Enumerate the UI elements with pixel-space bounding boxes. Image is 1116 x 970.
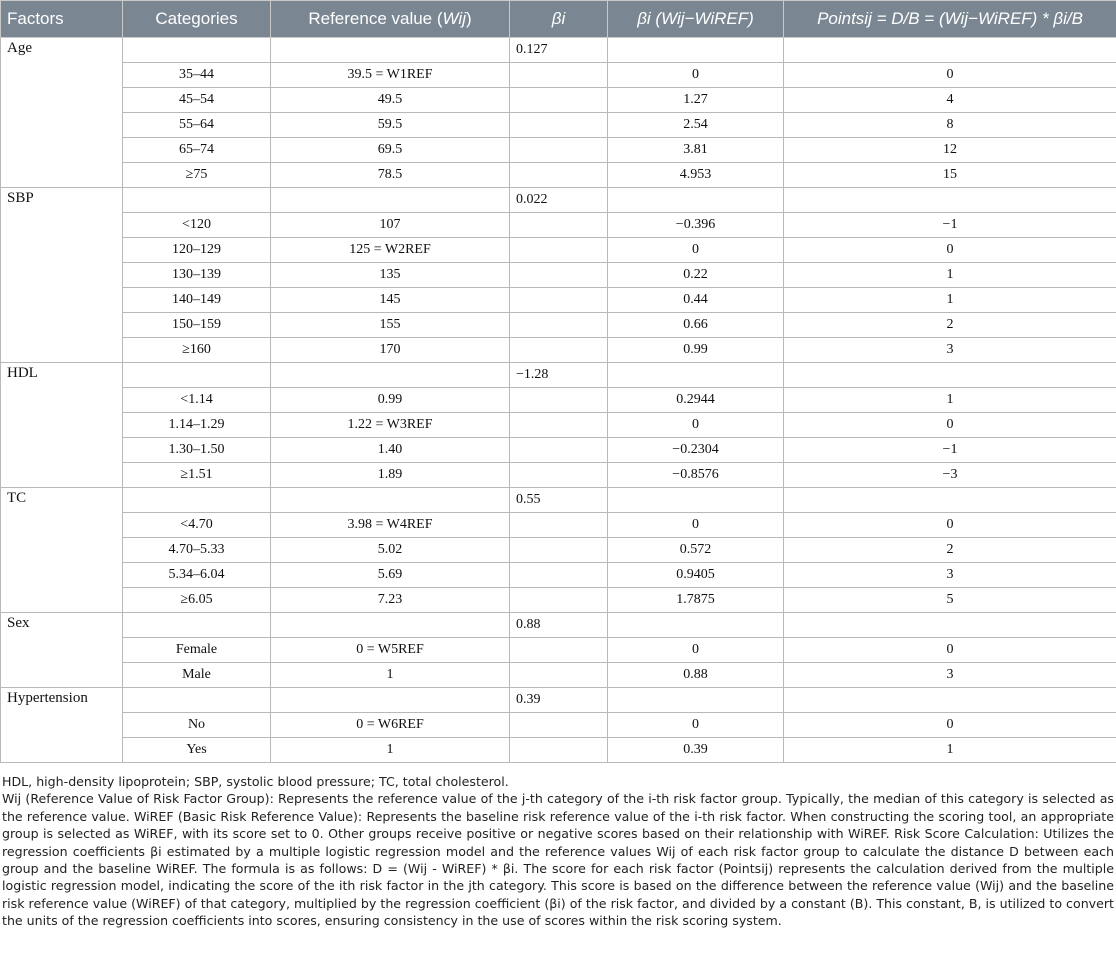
factor-cell: Sex	[1, 613, 123, 688]
category-cell: 130–139	[123, 263, 271, 288]
table-row	[1, 738, 1116, 763]
table-row	[1, 63, 1116, 88]
table-row	[1, 163, 1116, 188]
points-cell: 0	[784, 713, 1116, 738]
beta-cell-empty	[510, 238, 608, 263]
reference-cell: 145	[271, 288, 510, 313]
diff-cell-empty	[608, 363, 784, 388]
table-row	[1, 138, 1116, 163]
category-cell: 1.30–1.50	[123, 438, 271, 463]
category-cell: ≥75	[123, 163, 271, 188]
reference-cell: 155	[271, 313, 510, 338]
diff-cell: 0.99	[608, 338, 784, 363]
category-cell: ≥1.51	[123, 463, 271, 488]
table-row	[1, 513, 1116, 538]
table-row	[1, 263, 1116, 288]
factor-cell: SBP	[1, 188, 123, 363]
points-cell: −1	[784, 213, 1116, 238]
table-row	[1, 713, 1116, 738]
points-cell: 0	[784, 63, 1116, 88]
reference-cell: 1.22 = W3REF	[271, 413, 510, 438]
category-cell: Yes	[123, 738, 271, 763]
factor-cell: HDL	[1, 363, 123, 488]
diff-cell: 3.81	[608, 138, 784, 163]
points-cell: 0	[784, 638, 1116, 663]
beta-cell-empty	[510, 163, 608, 188]
diff-cell: 0	[608, 513, 784, 538]
points-cell-empty	[784, 488, 1116, 513]
diff-cell: −0.396	[608, 213, 784, 238]
category-cell-empty	[123, 688, 271, 713]
diff-cell: 0.22	[608, 263, 784, 288]
header-points-label: Pointsij = D/B = (Wij−WiREF) * βi/B	[817, 9, 1083, 28]
beta-cell-empty	[510, 63, 608, 88]
points-cell-empty	[784, 613, 1116, 638]
beta-cell: 0.39	[510, 688, 608, 713]
points-cell: 1	[784, 288, 1116, 313]
points-cell: −3	[784, 463, 1116, 488]
category-cell: ≥160	[123, 338, 271, 363]
points-cell: 0	[784, 238, 1116, 263]
beta-cell-empty	[510, 513, 608, 538]
reference-cell: 0 = W6REF	[271, 713, 510, 738]
diff-cell-empty	[608, 38, 784, 63]
beta-cell-empty	[510, 463, 608, 488]
category-cell: 1.14–1.29	[123, 413, 271, 438]
points-cell-empty	[784, 688, 1116, 713]
beta-cell-empty	[510, 738, 608, 763]
reference-cell: 39.5 = W1REF	[271, 63, 510, 88]
beta-cell-empty	[510, 638, 608, 663]
reference-cell-empty	[271, 613, 510, 638]
category-cell: <4.70	[123, 513, 271, 538]
points-cell: 12	[784, 138, 1116, 163]
footnote-abbreviations: HDL, high-density lipoprotein; SBP, systolic blood pressure; TC, total cholesterol.	[2, 774, 509, 789]
category-cell: ≥6.05	[123, 588, 271, 613]
reference-cell: 107	[271, 213, 510, 238]
points-cell: 3	[784, 338, 1116, 363]
beta-cell-empty	[510, 413, 608, 438]
category-cell: 5.34–6.04	[123, 563, 271, 588]
diff-cell-empty	[608, 488, 784, 513]
diff-cell: 0	[608, 238, 784, 263]
category-cell: Female	[123, 638, 271, 663]
reference-cell: 125 = W2REF	[271, 238, 510, 263]
header-beta-label: βi	[551, 9, 566, 28]
table-header-row	[1, 1, 1116, 38]
category-cell: 45–54	[123, 88, 271, 113]
beta-cell-empty	[510, 388, 608, 413]
reference-cell: 1.40	[271, 438, 510, 463]
beta-cell-empty	[510, 338, 608, 363]
table-row	[1, 413, 1116, 438]
diff-cell: 0	[608, 713, 784, 738]
beta-cell-empty	[510, 263, 608, 288]
points-cell: 0	[784, 513, 1116, 538]
points-cell: 0	[784, 413, 1116, 438]
category-cell: <120	[123, 213, 271, 238]
points-cell: −1	[784, 438, 1116, 463]
diff-cell-empty	[608, 688, 784, 713]
category-cell: 55–64	[123, 113, 271, 138]
category-cell-empty	[123, 613, 271, 638]
category-cell-empty	[123, 38, 271, 63]
reference-cell: 1.89	[271, 463, 510, 488]
points-cell: 1	[784, 738, 1116, 763]
beta-cell-empty	[510, 113, 608, 138]
beta-cell: 0.022	[510, 188, 608, 213]
category-cell-empty	[123, 488, 271, 513]
header-beta-diff-label: βi (Wij−WiREF)	[637, 9, 754, 28]
points-cell: 2	[784, 313, 1116, 338]
reference-cell: 3.98 = W4REF	[271, 513, 510, 538]
category-cell: 140–149	[123, 288, 271, 313]
reference-cell: 0.99	[271, 388, 510, 413]
beta-cell-empty	[510, 88, 608, 113]
table-row	[1, 313, 1116, 338]
beta-cell-empty	[510, 438, 608, 463]
beta-cell: 0.88	[510, 613, 608, 638]
diff-cell: 0.44	[608, 288, 784, 313]
category-cell: Male	[123, 663, 271, 688]
table-row	[1, 663, 1116, 688]
reference-cell: 7.23	[271, 588, 510, 613]
header-beta-diff	[608, 1, 784, 38]
reference-cell: 135	[271, 263, 510, 288]
diff-cell: 0	[608, 413, 784, 438]
header-categories: Categories	[123, 1, 271, 38]
diff-cell-empty	[608, 188, 784, 213]
points-cell: 8	[784, 113, 1116, 138]
beta-cell-empty	[510, 713, 608, 738]
factor-cell: TC	[1, 488, 123, 613]
diff-cell: 0.66	[608, 313, 784, 338]
beta-cell: 0.127	[510, 38, 608, 63]
reference-cell-empty	[271, 363, 510, 388]
table-row	[1, 213, 1116, 238]
table-row	[1, 638, 1116, 663]
category-cell: No	[123, 713, 271, 738]
table-row	[1, 238, 1116, 263]
diff-cell: 0	[608, 63, 784, 88]
table-row-factor-header	[1, 38, 1116, 63]
beta-cell-empty	[510, 663, 608, 688]
footnote-explanation: Wij (Reference Value of Risk Factor Group): Represents the reference value of the j-th category of the i-th risk factor group. Typically, the median of this category is selected as the reference value. WiREF (Basic Risk Reference Value): Represents the baseline risk reference value of the i-th risk factor. When constructing the scoring tool, an appropriate group is selected as WiREF, with its score set to 0. Other groups receive positive or negative scores based on their relationship with WiREF. Risk Score Calculation: Utilizes the regression coefficients βi estimated by a multiple logistic regression model and the reference values Wij of each risk factor group to calculate the distance D between each group and the baseline WiREF. The formula is as follows: D = (Wij - WiREF) * βi. The score for each risk factor (Pointsij) represents the calculation derived from the multiple logistic regression model, indicating the score of the ith risk factor in the jth category. This score is based on the difference between the reference value (Wij) and the baseline risk reference value (WiREF) of that category, multiplied by the regression coefficient (βi) of the risk factor, and divided by a constant (B). This constant, B, is utilized to convert the units of the regression coefficients into scores, ensuring consistency in the use of scores within the risk scoring system.	[2, 791, 1114, 929]
reference-cell: 49.5	[271, 88, 510, 113]
table-row-factor-header	[1, 688, 1116, 713]
table-row	[1, 88, 1116, 113]
category-cell: 4.70–5.33	[123, 538, 271, 563]
points-cell: 3	[784, 663, 1116, 688]
table-body	[1, 38, 1116, 763]
diff-cell: 1.27	[608, 88, 784, 113]
diff-cell: 0.572	[608, 538, 784, 563]
diff-cell: −0.8576	[608, 463, 784, 488]
beta-cell: 0.55	[510, 488, 608, 513]
diff-cell: 0	[608, 638, 784, 663]
reference-cell-empty	[271, 188, 510, 213]
beta-cell-empty	[510, 588, 608, 613]
points-cell: 1	[784, 263, 1116, 288]
category-cell: 150–159	[123, 313, 271, 338]
reference-cell: 78.5	[271, 163, 510, 188]
reference-cell: 170	[271, 338, 510, 363]
header-beta	[510, 1, 608, 38]
header-reference-var: Wij	[442, 9, 466, 28]
points-cell-empty	[784, 363, 1116, 388]
beta-cell: −1.28	[510, 363, 608, 388]
reference-cell: 5.02	[271, 538, 510, 563]
diff-cell: 0.39	[608, 738, 784, 763]
points-cell: 2	[784, 538, 1116, 563]
reference-cell: 69.5	[271, 138, 510, 163]
points-cell: 3	[784, 563, 1116, 588]
beta-cell-empty	[510, 288, 608, 313]
table-row	[1, 388, 1116, 413]
table-row	[1, 438, 1116, 463]
table-footnotes	[0, 773, 1116, 930]
points-cell-empty	[784, 38, 1116, 63]
table-row-factor-header	[1, 488, 1116, 513]
factor-cell: Age	[1, 38, 123, 188]
table-row	[1, 563, 1116, 588]
header-points	[784, 1, 1116, 38]
beta-cell-empty	[510, 313, 608, 338]
table-row	[1, 113, 1116, 138]
table-row-factor-header	[1, 363, 1116, 388]
reference-cell: 59.5	[271, 113, 510, 138]
beta-cell-empty	[510, 213, 608, 238]
reference-cell: 1	[271, 663, 510, 688]
diff-cell: 0.88	[608, 663, 784, 688]
category-cell-empty	[123, 188, 271, 213]
beta-cell-empty	[510, 138, 608, 163]
diff-cell: 0.2944	[608, 388, 784, 413]
reference-cell-empty	[271, 38, 510, 63]
reference-cell: 5.69	[271, 563, 510, 588]
diff-cell: 1.7875	[608, 588, 784, 613]
header-reference-prefix: Reference value (	[308, 9, 443, 28]
table-row	[1, 463, 1116, 488]
diff-cell: −0.2304	[608, 438, 784, 463]
table-row-factor-header	[1, 613, 1116, 638]
diff-cell-empty	[608, 613, 784, 638]
points-cell: 5	[784, 588, 1116, 613]
table-row	[1, 538, 1116, 563]
points-cell: 1	[784, 388, 1116, 413]
beta-cell-empty	[510, 538, 608, 563]
category-cell: 65–74	[123, 138, 271, 163]
category-cell: 35–44	[123, 63, 271, 88]
reference-cell: 1	[271, 738, 510, 763]
reference-cell-empty	[271, 688, 510, 713]
header-reference-value	[271, 1, 510, 38]
header-factors: Factors	[1, 1, 123, 38]
diff-cell: 4.953	[608, 163, 784, 188]
table-row	[1, 588, 1116, 613]
points-cell-empty	[784, 188, 1116, 213]
category-cell: <1.14	[123, 388, 271, 413]
table-row	[1, 338, 1116, 363]
header-reference-suffix: )	[465, 9, 472, 28]
points-cell: 15	[784, 163, 1116, 188]
factor-cell: Hypertension	[1, 688, 123, 763]
table-row	[1, 288, 1116, 313]
category-cell-empty	[123, 363, 271, 388]
reference-cell: 0 = W5REF	[271, 638, 510, 663]
category-cell: 120–129	[123, 238, 271, 263]
table-row-factor-header	[1, 188, 1116, 213]
diff-cell: 0.9405	[608, 563, 784, 588]
reference-cell-empty	[271, 488, 510, 513]
points-cell: 4	[784, 88, 1116, 113]
beta-cell-empty	[510, 563, 608, 588]
diff-cell: 2.54	[608, 113, 784, 138]
